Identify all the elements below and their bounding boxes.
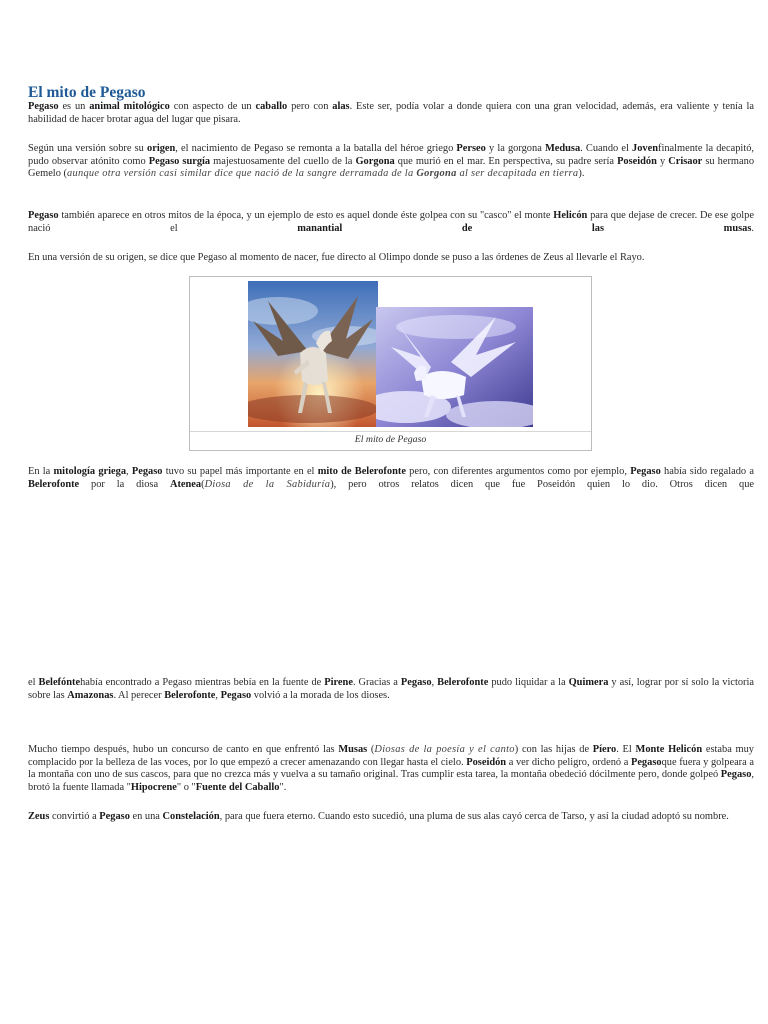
pegasus-clouds-image <box>376 307 533 427</box>
bold-term: alas <box>332 101 350 112</box>
inline-text: ". <box>279 781 287 793</box>
bold-term: Pegaso <box>28 210 59 221</box>
inline-text: que fuera y golpeara a la montaña con uno de sus cascos, para que no crezca más y vuelva a su tamaño original. Tras cumplir esta tarea, la montaña obedeció dócilmente pero, donde golpeó <box>28 756 754 781</box>
bold-term: Poseidón <box>617 155 657 167</box>
paragraph-helicon <box>28 210 754 235</box>
inline-text: " o " <box>176 781 196 793</box>
bold-term: Poseidón <box>466 756 507 768</box>
inline-text: con aspecto de un <box>169 101 256 112</box>
inline-text: ( <box>201 478 205 490</box>
bold-term: Belerofonte <box>28 478 80 490</box>
figure <box>189 276 592 451</box>
bold-term: Pegaso <box>131 466 163 477</box>
bold-term: Perseo <box>456 143 486 154</box>
paragraph-origin <box>28 143 754 181</box>
inline-text: había encontrado a Pegaso mientras bebía en la fuente de <box>80 677 325 688</box>
inline-text: pudo liquidar a la <box>488 677 569 688</box>
bold-term: Amazonas <box>67 689 114 701</box>
inline-text: . Cuando el <box>580 143 633 154</box>
italic-note: al ser decapitada en tierra <box>456 168 579 180</box>
inline-text: Gorgona <box>416 168 457 180</box>
inline-text: y así, lograr por sí solo la victoria sobre las <box>28 677 755 701</box>
inline-text: ( <box>367 744 375 755</box>
inline-text: pero con <box>287 101 333 112</box>
inline-text: ), pero otros relatos dicen que fue Poseidón quien lo dio. Otros dicen que <box>330 478 755 490</box>
bold-term: Pegaso <box>99 811 130 822</box>
inline-text: . Al perecer <box>113 689 165 701</box>
inline-text: , el nacimiento de Pegaso se remonta a la batalla del héroe griego <box>175 143 457 154</box>
italic-note: Diosa de la Sabiduría <box>204 478 331 490</box>
page-title: El mito de Pegaso <box>28 84 146 101</box>
bold-term: Pegaso <box>720 769 752 781</box>
bold-term <box>416 168 456 179</box>
bold-term: Gorgona <box>355 155 395 167</box>
inline-text: tuvo su papel más importante en el <box>162 466 318 477</box>
bold-term: mito de Belerofonte <box>317 466 406 477</box>
inline-text: ) con las hijas de <box>514 744 593 755</box>
bold-term: Belefónte <box>38 677 81 688</box>
inline-text: , <box>431 677 438 688</box>
bold-term: Pegaso <box>630 756 662 768</box>
inline-text: Mucho tiempo después, hubo un concurso de canto en que enfrentó las <box>28 744 339 755</box>
paragraph-constelacion <box>28 811 754 824</box>
inline-text: y la gorgona <box>485 143 545 154</box>
bold-term: animal mitológico <box>89 101 170 112</box>
inline-text: En una versión de su origen, se dice que Pegaso al momento de nacer, fue directo al Olimpo donde se puso a las órdenes de Zeus al llevarle el Rayo. <box>28 252 645 263</box>
inline-text: el <box>28 677 39 688</box>
inline-text: , para que fuera eterno. Cuando esto sucedió, una pluma de sus alas cayó cerca de Tarso, y así la ciudad adoptó su nombre. <box>219 811 729 822</box>
paragraph-pirene <box>28 677 754 702</box>
inline-text: para que dejase de crecer. De ese golpe nació el <box>28 210 754 234</box>
inline-text: también aparece en otros mitos de la época, y un ejemplo de esto es aquel donde éste golpea con su "casco" el monte <box>58 210 554 221</box>
inline-text: ). <box>578 168 585 180</box>
bold-term: caballo <box>255 101 288 112</box>
inline-text: a ver dicho peligro, ordenó a <box>506 756 631 768</box>
bold-term: mitología griega <box>53 466 127 477</box>
bold-term: Pegaso <box>220 689 252 701</box>
bold-term: Helicón <box>553 210 588 221</box>
inline-text: finalmente la decapitó, pudo observar atónito como <box>28 143 754 167</box>
pegasus-sunset-image <box>248 281 378 427</box>
inline-text: pero, con diferentes argumentos como por ejemplo, <box>405 466 631 477</box>
inline-text: por la diosa <box>79 478 170 490</box>
inline-text: majestuosamente del cuello de la <box>210 155 356 167</box>
inline-text: , <box>215 689 221 701</box>
inline-text: estaba muy complacido por la belleza de las voces, por lo que empezó a crecer amenazando con llegar hasta el cielo. <box>28 744 755 768</box>
bold-term: Monte Helicón <box>635 744 703 755</box>
bold-term: Pegaso <box>630 466 661 477</box>
inline-text: es un <box>58 101 90 112</box>
paragraph-olympus <box>28 252 754 265</box>
bold-term: manantial de las musas <box>297 222 752 234</box>
bold-term: Fuente del Caballo <box>195 781 280 793</box>
bold-term: Constelación <box>162 811 220 822</box>
figure-caption: El mito de Pegaso <box>354 434 427 445</box>
inline-text: su hermano Gemelo ( <box>28 155 755 180</box>
inline-text: , brotó la fuente llamada " <box>28 769 754 793</box>
inline-text: en una <box>129 811 163 822</box>
inline-text: convirtió a <box>49 811 100 822</box>
bold-term: Belerofonte <box>164 689 216 701</box>
bold-term: Pegaso <box>400 677 432 688</box>
inline-text: . <box>751 222 754 234</box>
bold-term: Pegaso <box>28 101 59 112</box>
inline-text: volvió a la morada de los dioses. <box>251 689 390 701</box>
paragraph-musas <box>28 744 754 794</box>
inline-text: . Este ser, podía volar a donde quiera con una gran velocidad, además, era valiente y tenía la habilidad de hacer brotar agua del lugar que pisara. <box>28 101 754 125</box>
bold-term: Medusa <box>544 143 581 154</box>
inline-text: que murió en el mar. En perspectiva, su padre sería <box>394 155 618 167</box>
inline-text: . Gracias a <box>352 677 401 688</box>
bold-term: Crisaor <box>668 155 703 167</box>
inline-text: . El <box>616 744 636 755</box>
inline-text: , <box>126 466 132 477</box>
paragraph-intro <box>28 101 754 126</box>
bold-term: Belerofonte <box>437 677 489 688</box>
bold-term: Pirene <box>324 677 353 688</box>
figure-divider <box>190 431 591 432</box>
bold-term: Atenea <box>169 478 202 490</box>
italic-note: Diosas de la poesía y el canto <box>374 744 515 755</box>
bold-term: Píero <box>592 744 617 755</box>
bold-term: Hipocrene <box>130 781 177 793</box>
bold-term: origen <box>147 143 176 154</box>
inline-text: Según una versión sobre su <box>28 143 148 154</box>
bold-term: Joven <box>632 143 658 154</box>
bold-term: Pegaso surgía <box>148 155 211 167</box>
inline-text: y <box>656 155 669 167</box>
italic-note: aunque otra versión casi similar dice que nació de la sangre derramada de la <box>66 168 417 180</box>
bold-term: Quimera <box>568 677 609 688</box>
bold-term: Musas <box>338 744 368 755</box>
paragraph-belerofonte <box>28 466 754 491</box>
inline-text: había sido regalado a <box>660 466 754 477</box>
inline-text: En la <box>28 466 54 477</box>
bold-term: Zeus <box>28 811 50 822</box>
